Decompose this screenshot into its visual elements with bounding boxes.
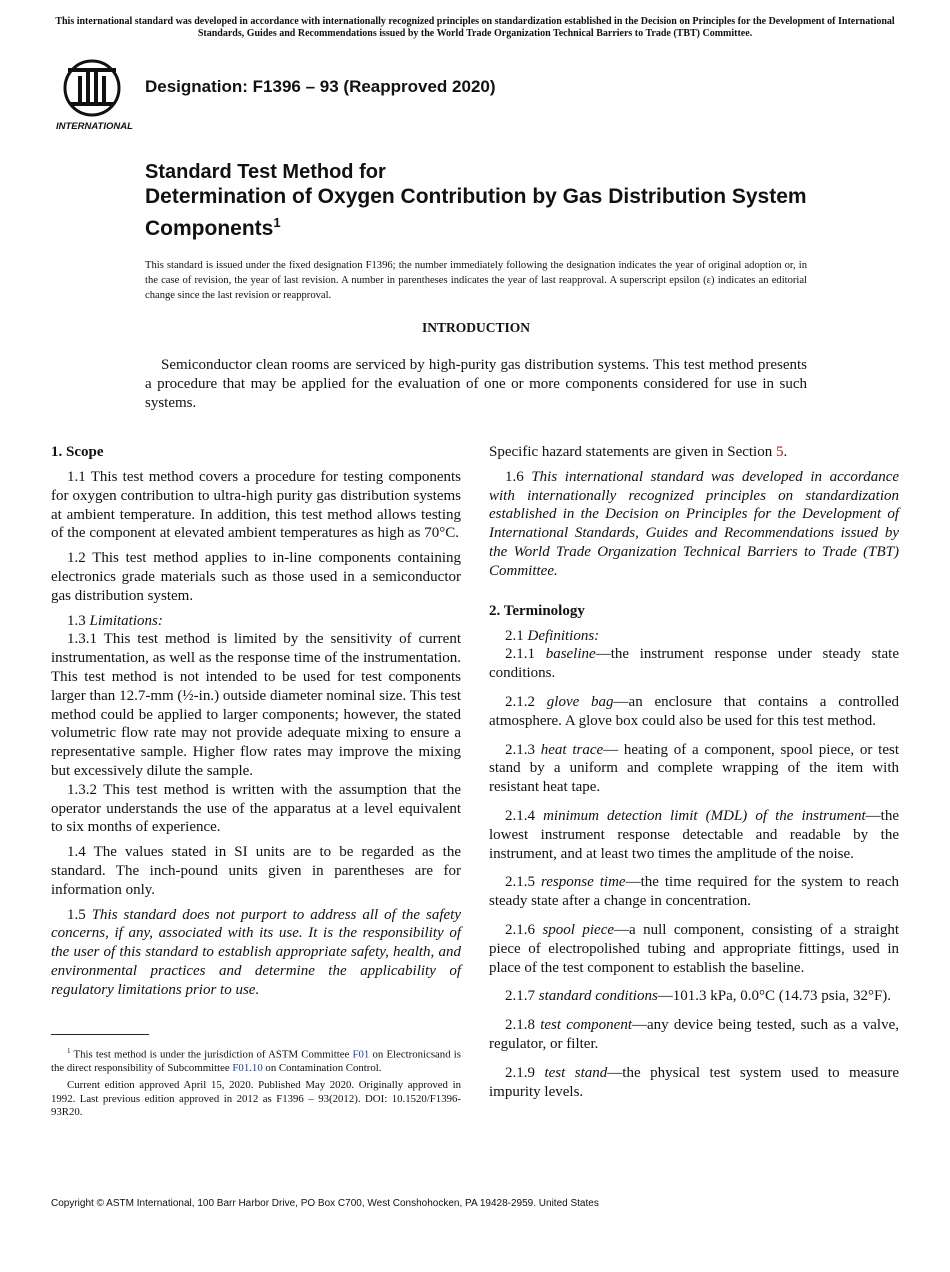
definitions-list — [489, 645, 899, 1101]
definition-number: 2.1.5 — [505, 874, 541, 891]
definition-term: test stand — [544, 1064, 608, 1081]
definition-item — [489, 1064, 899, 1102]
para-2-1 — [489, 627, 899, 646]
issue-note: This standard is issued under the fixed designation F1396; the number immediately following the designation indicates the year of original adoption or, in the case of revision, the year of last revision. A number in parentheses indicates the year of last reapproval. A superscript epsilon (ε) indicates an editorial change since the last revision or reapproval. — [145, 260, 807, 301]
definition-term: response time — [540, 874, 626, 891]
definition-item — [489, 873, 899, 911]
footnote-2: Current edition approved April 15, 2020. Published May 2020. Originally approved in 1992. Last previous edition approved in 2012 as F1396 – 93(2012). DOI: 10.1520/F1396-93R20. — [51, 1079, 461, 1119]
definition-text: —an enclosure that contains a controlled atmosphere. A glove box could also be used for this test method. — [489, 693, 900, 729]
introduction-heading: INTRODUCTION — [421, 320, 530, 335]
para-1-4: 1.4 The values stated in SI units are to be regarded as the standard. The inch-pound units given in parentheses are for information only. — [51, 844, 461, 898]
definition-number: 2.1.2 — [505, 693, 547, 710]
left-column — [51, 442, 461, 1006]
definition-text: —the instrument response under steady state conditions. — [489, 646, 900, 682]
definition-text: —a null component, consisting of a straight piece of electropolished tubing and appropriate fittings, used in place of the test component to establish the baseline. — [489, 921, 900, 976]
para-1-6 — [489, 468, 899, 581]
para-1-5 — [51, 906, 461, 1000]
definition-number: 2.1.1 — [505, 646, 546, 663]
definition-text: — heating of a component, spool piece, or test stand by a uniform and complete wrapping of the item with resistant heat tape. — [489, 741, 899, 796]
astm-logo-icon — [54, 58, 134, 132]
definition-term: glove bag — [546, 693, 614, 710]
para-1-1: 1.1 This test method covers a procedure for testing components for oxygen contribution to ultra-high purity gas distribution systems at ambient temperature. In addition, this test method allows testing of the component at elevated ambient temperatures as high as 70°C. — [51, 469, 461, 542]
introduction-text: Semiconductor clean rooms are serviced by high-purity gas distribution systems. This test method presents a procedure that may be applied for the evaluation of one or more components considered for use in such systems. — [145, 357, 807, 411]
definition-item — [489, 1016, 899, 1054]
definition-term: spool piece — [542, 921, 615, 938]
subcommittee-f01-10-link[interactable]: F01.10 — [232, 1062, 263, 1074]
para-2-1-num: 2.1 — [505, 627, 528, 644]
para-1-3-1: 1.3.1 This test method is limited by the sensitivity of current instrumentation, as well as the response time of the instrumentation. This test method is not intended to be used for test components larger than 12.7-mm (½-in.) outside diameter nominal size. This test method could be applied to larger components; however, the stated volumetric flow rate may not provide adequate mixing to ensure a representative sample. Higher flow rates may improve the mixing but excessively dilute the sample. — [51, 631, 461, 779]
footnote-1-text-b: on Electronicsand is the direct responsibility of Subcommittee — [51, 1048, 461, 1074]
footnote-1-mark: 1 — [67, 1047, 71, 1055]
para-1-6-italic: This international standard was developed in accordance with internationally recognized principles on standardization established in the Decision on Principles for the Development of International Standards, Guides and Recommendations issued by the World Trade Organization Technical Barriers to Trade (TBT) Committee. — [489, 468, 900, 579]
definition-item — [489, 645, 899, 683]
definition-term: minimum detection limit (MDL) of the instrument — [543, 807, 866, 824]
para-1-3-2: 1.3.2 This test method is written with the assumption that the operator understands the use of the apparatus at a level equivalent to six months of experience. — [51, 781, 461, 836]
title-footnote-ref: 1 — [273, 215, 281, 230]
document-title — [145, 160, 845, 242]
para-1-3-num: 1.3 — [67, 612, 90, 629]
definition-number: 2.1.6 — [505, 921, 543, 938]
para-2-1-label: Definitions: — [527, 627, 600, 644]
footnote-1-text-a: This test method is under the jurisdiction of ASTM Committee — [70, 1048, 353, 1061]
footnotes — [51, 1045, 461, 1124]
astm-logo — [54, 58, 134, 132]
definition-number: 2.1.4 — [505, 807, 544, 824]
definition-term: baseline — [545, 646, 596, 663]
footnote-1-text-c: on Contamination Control. — [262, 1062, 382, 1074]
definition-text: —the lowest instrument response detectable and readable by the instrument, and at least two times the amplitude of the noise. — [489, 807, 899, 862]
footnote-divider — [51, 1034, 149, 1035]
definition-number: 2.1.9 — [505, 1064, 545, 1081]
title-line-1: Standard Test Method for — [145, 161, 386, 183]
para-1-5-num: 1.5 — [67, 906, 92, 923]
top-notice: This international standard was developed in accordance with internationally recognized principles on standardization established in the Decision on Principles for the Development of International Standards, Guides and Recommendations issued by the World Trade Organization Technical Barriers to Trade (TBT) Committee. — [55, 16, 895, 39]
definition-text: —the time required for the system to reach steady state after a change in concentration. — [489, 874, 899, 910]
definition-item — [489, 807, 899, 863]
definition-number: 2.1.3 — [505, 741, 541, 758]
definition-text: —101.3 kPa, 0.0°C (14.73 psia, 32°F). — [657, 988, 892, 1005]
committee-f01-link[interactable]: F01 — [352, 1048, 370, 1061]
footnote-1 — [51, 1045, 461, 1075]
para-1-6-num: 1.6 — [505, 468, 532, 485]
title-line-2 — [145, 184, 845, 242]
section-5-link[interactable]: 5 — [775, 444, 784, 460]
definition-item — [489, 987, 899, 1006]
definition-term: standard conditions — [538, 988, 658, 1005]
definition-term: heat trace — [540, 741, 604, 758]
para-1-5-end: . — [783, 444, 788, 460]
definition-item — [489, 741, 899, 797]
title-main: Determination of Oxygen Contribution by Gas Distribution System Components — [145, 185, 807, 240]
definition-number: 2.1.7 — [505, 988, 539, 1005]
right-column — [489, 443, 899, 1111]
copyright: Copyright © ASTM International, 100 Barr Harbor Drive, PO Box C700, West Conshohocken, PA 19428-2959. United States — [51, 1198, 599, 1209]
para-1-3-label: Limitations: — [89, 612, 163, 629]
definition-text: —any device being tested, such as a valve, regulator, or filter. — [489, 1017, 899, 1052]
logo-wordmark: INTERNATIONAL — [56, 121, 133, 132]
para-1-5-tail: Specific hazard statements are given in Section — [489, 444, 776, 460]
designation: Designation: F1396 – 93 (Reapproved 2020) — [145, 77, 496, 96]
section-heading-scope: 1. Scope — [51, 444, 104, 460]
definition-term: test component — [540, 1017, 633, 1034]
definition-item — [489, 921, 899, 977]
definition-item — [489, 693, 899, 731]
para-1-3 — [51, 612, 461, 631]
section-heading-terminology: 2. Terminology — [489, 602, 585, 619]
para-1-5-continued — [489, 443, 899, 462]
para-1-2: 1.2 This test method applies to in-line components containing electronics grade materials such as those used in a semiconductor gas distribution system. — [51, 550, 461, 604]
definition-number: 2.1.8 — [505, 1017, 541, 1034]
definition-text: —the physical test system used to measure impurity levels. — [489, 1064, 900, 1100]
para-1-5-italic: This standard does not purport to address all of the safety concerns, if any, associated with its use. It is the responsibility of the user of this standard to establish appropriate safety, health, and environmental practices and determine the applicability of regulatory limitations prior to use. — [51, 906, 462, 998]
